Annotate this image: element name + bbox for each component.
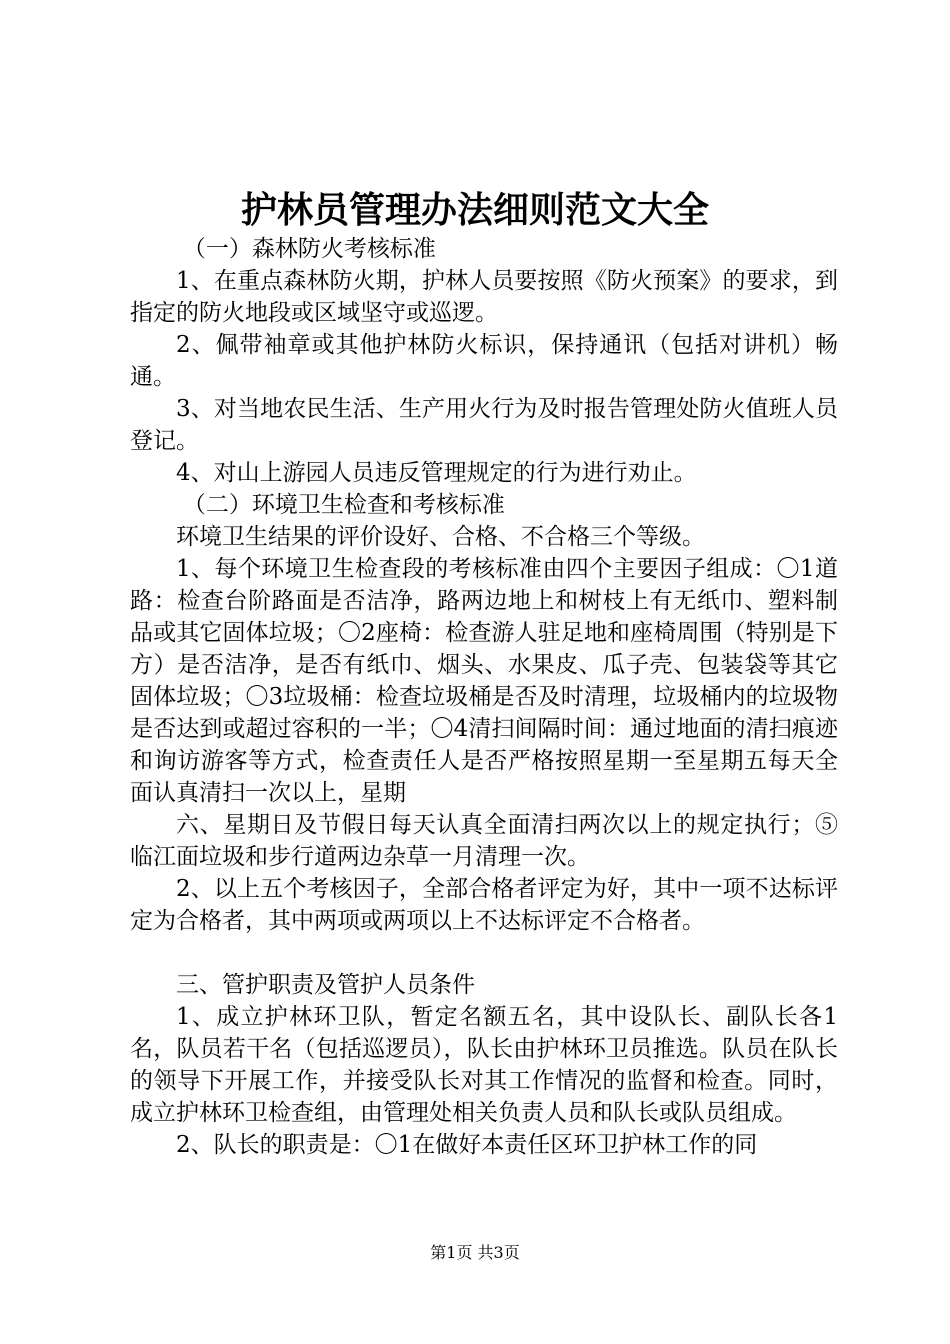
paragraph-sanitation-intro: 环境卫生结果的评价设好、合格、不合格三个等级。 (176, 524, 705, 550)
document-title: 护林员管理办法细则范文大全 (240, 189, 709, 231)
paragraph-sanitation-1: 1、每个环境卫生检查段的考核标准由四个主要因子组成：〇1道路：检查台阶路面是否洁净，路两边地上和树枝上有无纸巾、塑料制品或其它固体垃圾；〇2座椅：检查游人驻足地和座椅周围（特别是下方）是否洁净，是否有纸巾、烟头、水果皮、瓜子壳、包装袋等其它固体垃圾；〇3垃圾桶：检查垃圾桶是否及时清理，垃圾桶内的垃圾物是否达到或超过容积的一半；〇4清扫间隔时间：通过地面的清扫痕迹和询访游客等方式，检查责任人是否严格按照星期一至星期五每天全面认真清扫一次以上，星期 (130, 556, 838, 806)
paragraph-fire-4: 4、对山上游园人员违反管理规定的行为进行劝止。 (176, 460, 697, 486)
section-heading-sanitation: （二）环境卫生检查和考核标准 (182, 492, 505, 518)
paragraph-fire-3: 3、对当地农民生活、生产用火行为及时报告管理处防火值班人员登记。 (130, 396, 838, 454)
blank-line (130, 937, 838, 969)
section-heading-fire: （一）森林防火考核标准 (182, 236, 436, 262)
paragraph-duties-1: 1、成立护林环卫队，暂定名额五名，其中设队长、副队长各1名，队员若干名（包括巡逻员），队长由护林环卫员推选。队员在队长的领导下开展工作，并接受队长对其工作情况的监督和检查。同时，成立护林环卫检查组，由管理处相关负责人员和队长或队员组成。 (130, 1004, 838, 1126)
section-heading-duties: 三、管护职责及管护人员条件 (176, 972, 475, 998)
paragraph-sanitation-cont: 六、星期日及节假日每天认真全面清扫两次以上的规定执行；⑤临江面垃圾和步行道两边杂草一月清理一次。 (130, 812, 838, 870)
paragraph-sanitation-2: 2、以上五个考核因子，全部合格者评定为好，其中一项不达标评定为合格者，其中两项或两项以上不达标评定不合格者。 (130, 876, 838, 934)
paragraph-duties-2: 2、队长的职责是：〇1在做好本责任区环卫护林工作的同 (176, 1132, 758, 1158)
paragraph-fire-1: 1、在重点森林防火期，护林人员要按照《防火预案》的要求，到指定的防火地段或区域坚守或巡逻。 (130, 268, 838, 326)
document-body (130, 233, 838, 1161)
page-number-footer: 第1页 共3页 (430, 1243, 520, 1262)
paragraph-fire-2: 2、佩带袖章或其他护林防火标识，保持通讯（包括对讲机）畅通。 (130, 332, 838, 390)
